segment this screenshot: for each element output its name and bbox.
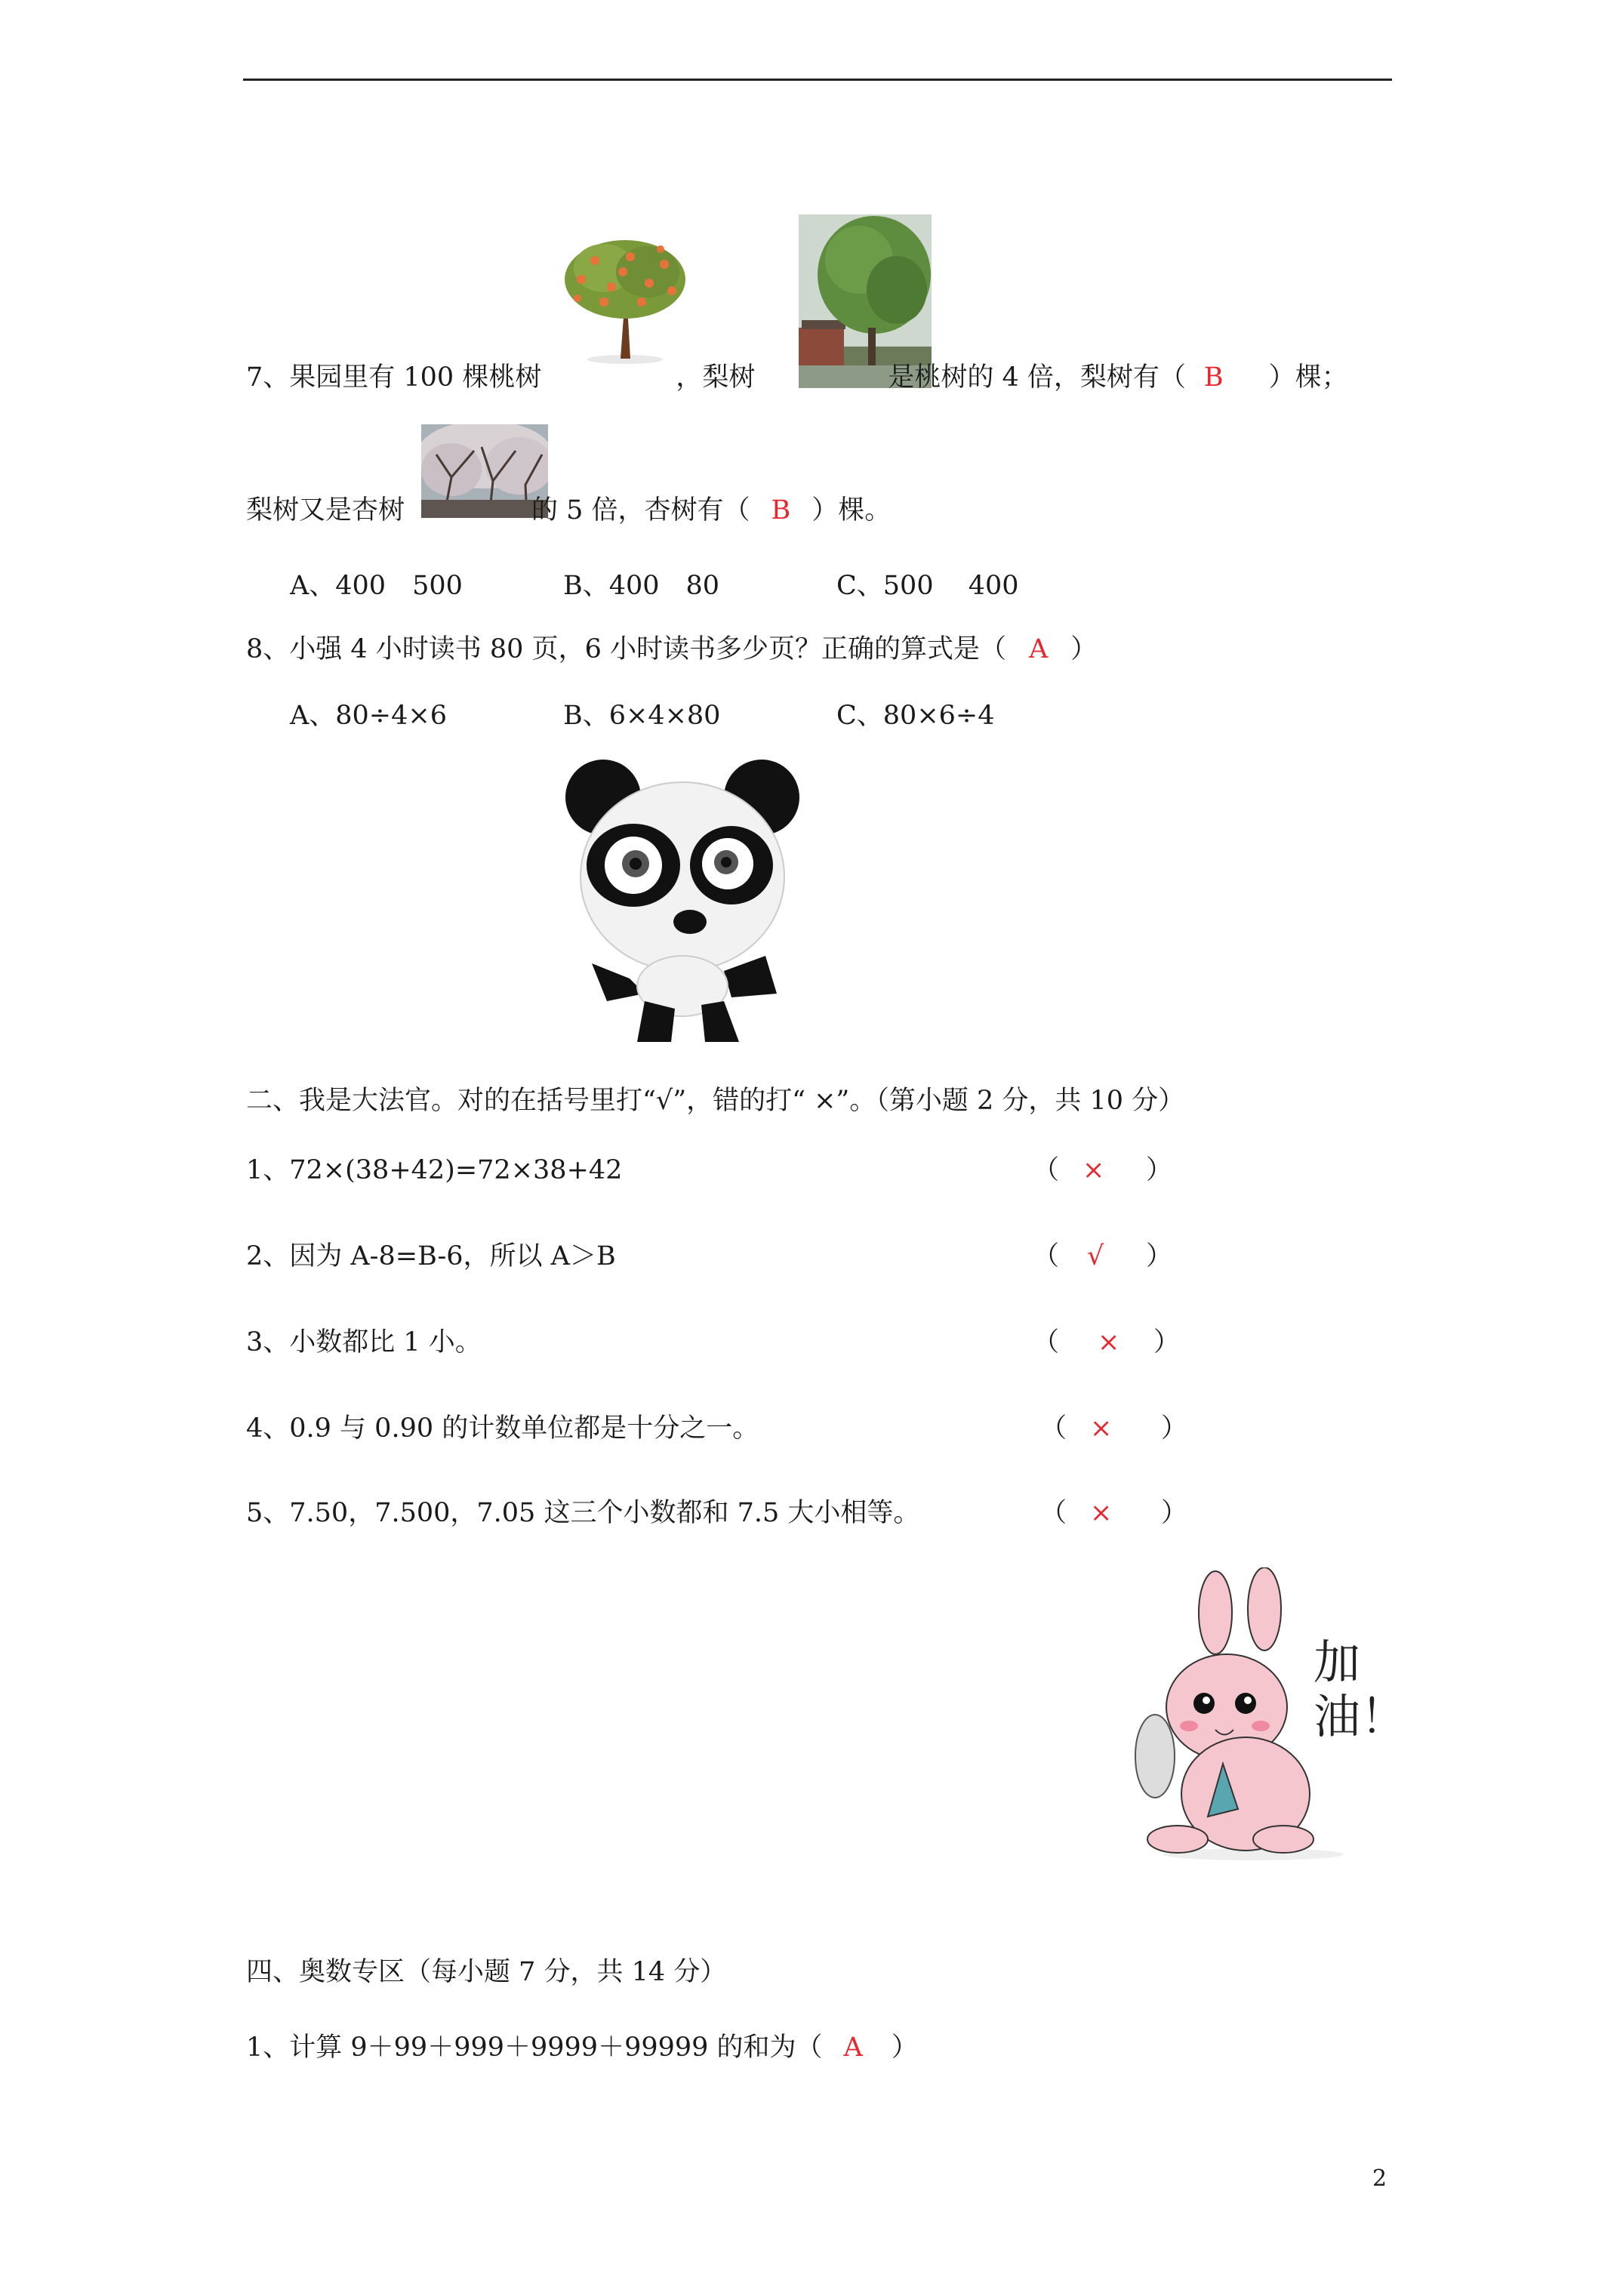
section2-item-2: 2、因为 A-8=B-6，所以 A＞B	[246, 1241, 616, 1271]
section2-open-1: （	[1033, 1155, 1060, 1185]
q7-line2	[246, 494, 891, 527]
q8-option-a: A、80÷4×6	[290, 701, 448, 731]
q7-part4: ）棵；	[1268, 362, 1348, 393]
q7-part3: 是桃树的 4 倍，梨树有（	[888, 362, 1186, 393]
section4-q1-answer: A	[843, 2032, 863, 2063]
section2-open-5: （	[1040, 1498, 1067, 1528]
q8-close: ）	[1070, 634, 1098, 664]
section2-close-5: ）	[1161, 1498, 1188, 1528]
section2-title: 二、我是大法官。对的在括号里打“√”，错的打“ ×”。（第小题 2 分，共 10 分）	[246, 1086, 1185, 1116]
q8-text: 8、小强 4 小时读书 80 页，6 小时读书多少页？正确的算式是（	[246, 634, 1006, 664]
section2-close-4: ）	[1161, 1413, 1188, 1444]
q7-answer2: B	[771, 495, 791, 525]
q7-option-a: A、400 500	[290, 571, 463, 601]
section2-item-4: 4、0.9 与 0.90 的计数单位都是十分之一。	[246, 1413, 759, 1444]
section4-q1	[246, 2031, 918, 2064]
section2-mark-3: ×	[1098, 1327, 1120, 1358]
q7-part2: ，梨树	[676, 362, 756, 393]
q7-line2-a: 梨树又是杏树	[246, 495, 405, 525]
q7-part1: 7、果园里有 100 棵桃树	[246, 362, 542, 393]
section2-mark-1: ×	[1083, 1155, 1105, 1185]
header-rule	[243, 79, 1392, 81]
q7-option-c: C、500 400	[836, 571, 1019, 601]
section2-item-5: 5、7.50，7.500，7.05 这三个小数都和 7.5 大小相等。	[246, 1498, 920, 1528]
q7-option-b: B、400 80	[563, 571, 720, 601]
q7-line1	[246, 361, 1348, 394]
section2-item-1: 1、72×(38+42)=72×38+42	[246, 1155, 623, 1185]
section4-q1-text: 1、计算 9＋99＋999＋9999＋99999 的和为（	[246, 2032, 823, 2063]
q7-line2-c: ）棵。	[812, 495, 892, 525]
section2-close-3: ）	[1153, 1327, 1181, 1358]
section2-item-3: 3、小数都比 1 小。	[246, 1327, 482, 1358]
section2-open-4: （	[1040, 1413, 1067, 1444]
section2-close-1: ）	[1146, 1155, 1173, 1185]
section2-open-3: （	[1033, 1327, 1060, 1358]
section2-mark-2: √	[1087, 1241, 1104, 1271]
q8-option-b: B、6×4×80	[563, 701, 721, 731]
section4-q1-close: ）	[891, 2032, 918, 2063]
q7-line2-b: 的 5 倍，杏树有（	[531, 495, 750, 525]
section2-open-2: （	[1033, 1241, 1060, 1271]
q7-answer1: B	[1203, 362, 1224, 393]
section2-close-2: ）	[1146, 1241, 1173, 1271]
q8-option-c: C、80×6÷4	[836, 701, 995, 731]
q8-line	[246, 633, 1097, 666]
section4-title: 四、奥数专区（每小题 7 分，共 14 分）	[246, 1957, 727, 1987]
rabbit-caption: 加油！	[1313, 1635, 1408, 1744]
page-number: 2	[1372, 2165, 1387, 2192]
q8-answer: A	[1028, 634, 1049, 664]
section2-mark-4: ×	[1090, 1413, 1113, 1444]
panda-image	[562, 752, 803, 1042]
section2-mark-5: ×	[1090, 1498, 1113, 1528]
peach-tree-image	[559, 227, 691, 366]
